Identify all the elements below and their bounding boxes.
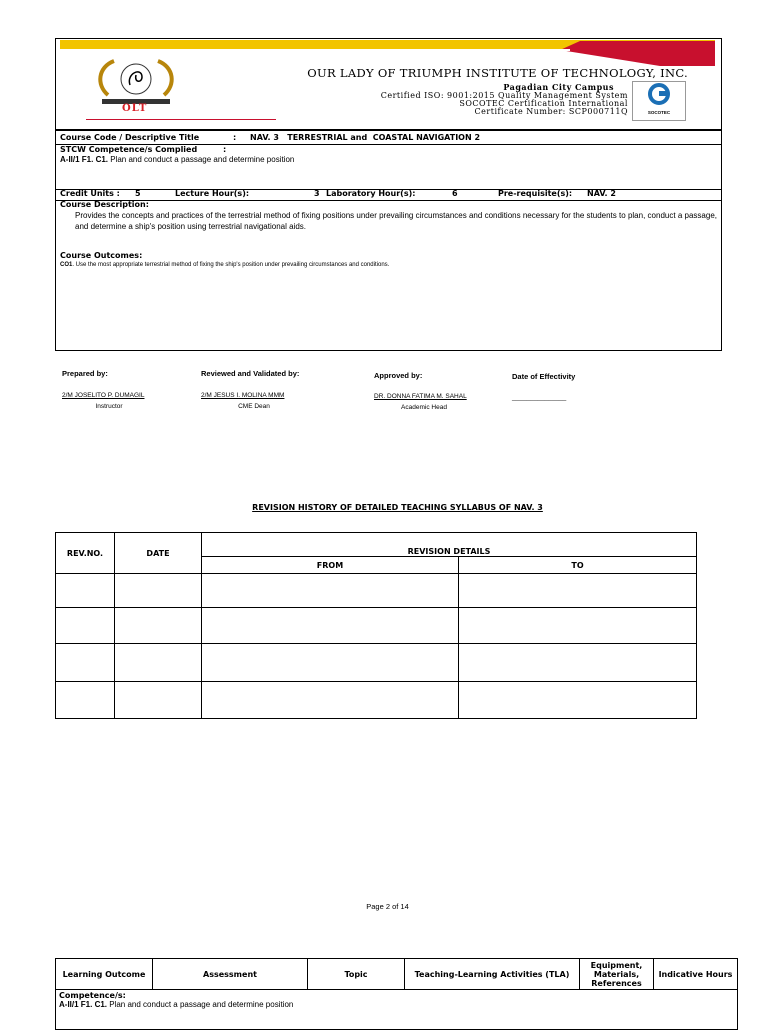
iso-line: Certified ISO: 9001:2015 Quality Management System	[380, 91, 628, 100]
table-cell	[459, 644, 697, 682]
prepared-by-label: Prepared by:	[62, 369, 108, 378]
col-from: FROM	[202, 557, 459, 574]
course-outcomes-label: Course Outcomes:	[60, 251, 143, 260]
stcw-label: STCW Competence/s Complied	[60, 145, 198, 154]
stcw-competence	[60, 155, 294, 164]
date-effectivity-line: _______________	[512, 394, 567, 401]
prepared-by-name: 2/M JOSELITO P. DUMAGIL	[62, 392, 145, 399]
stcw-code: A-II/1 F1. C1.	[60, 155, 109, 164]
table-cell	[202, 644, 459, 682]
col-revision-details: REVISION DETAILS	[202, 533, 697, 557]
course-code-value: NAV. 3 TERRESTRIAL and COASTAL NAVIGATION 2	[250, 133, 481, 142]
col-equipment: Equipment, Materials, References	[580, 959, 654, 990]
reviewed-by-label: Reviewed and Validated by:	[201, 369, 300, 378]
table-cell	[115, 682, 202, 719]
table-cell	[459, 574, 697, 608]
reviewed-by-name: 2/M JESUS I. MOLINA MMM	[201, 392, 285, 399]
prereq-value: NAV. 2	[587, 189, 616, 198]
table-cell	[56, 574, 115, 608]
table-cell	[202, 574, 459, 608]
course-code-label: Course Code / Descriptive Title	[60, 133, 200, 142]
school-logo	[86, 55, 186, 113]
reviewed-by-title: CME Dean	[238, 403, 270, 410]
competence-line	[59, 1000, 734, 1009]
competence-text: Plan and conduct a passage and determine position	[107, 1000, 294, 1009]
lab-hours-label: Laboratory Hour(s):	[326, 189, 416, 198]
lab-hours-value: 6	[452, 189, 458, 198]
approved-by-title: Academic Head	[401, 404, 447, 411]
course-description-text: Provides the concepts and practices of the terrestrial method of fixing positions under prevailing circumstances and conditions necessary for the students to plan, conduct a passage, and determine a ship's position using terrestrial navigational aids.	[75, 211, 717, 231]
table-cell	[202, 608, 459, 644]
competence-code: A-II/1 F1. C1.	[59, 1000, 108, 1009]
table-cell	[56, 644, 115, 682]
competence-label: Competence/s:	[59, 991, 126, 1000]
socotec-logo	[632, 81, 686, 121]
stcw-separator: :	[223, 145, 227, 154]
course-info-box	[55, 130, 722, 351]
logo-olt-text: OLT	[122, 103, 148, 114]
credit-units-label: Credit Units :	[60, 189, 120, 198]
col-learning-outcome: Learning Outcome	[56, 959, 153, 990]
table-row	[56, 608, 697, 644]
table-cell	[459, 608, 697, 644]
approved-by-name: DR. DONNA FATIMA M. SAHAL	[374, 393, 467, 400]
stcw-text: Plan and conduct a passage and determine position	[108, 155, 295, 164]
socotec-label: SOCOTEC	[647, 110, 671, 115]
prereq-label: Pre-requisite(s):	[498, 189, 573, 198]
col-tla: Teaching-Learning Activities (TLA)	[405, 959, 580, 990]
revision-table	[55, 532, 697, 719]
table-cell	[115, 644, 202, 682]
col-indicative-hours: Indicative Hours	[654, 959, 738, 990]
table-cell	[459, 682, 697, 719]
approved-by-label: Approved by:	[374, 371, 423, 380]
page-number: Page 2 of 14	[366, 902, 409, 911]
table-cell	[56, 682, 115, 719]
col-to: TO	[459, 557, 697, 574]
course-description-label: Course Description:	[60, 200, 149, 209]
campus-name: Pagadian City Campus	[503, 82, 614, 92]
logo-underline	[86, 119, 276, 120]
col-topic: Topic	[308, 959, 405, 990]
table-row	[56, 644, 697, 682]
lecture-hours-value: 3	[314, 189, 320, 198]
outcome-code: CO1	[60, 262, 73, 268]
row-divider	[56, 200, 721, 201]
lecture-hours-label: Lecture Hour(s):	[175, 189, 250, 198]
learning-outcome-table	[55, 958, 738, 1030]
table-header-row	[56, 959, 738, 990]
institution-name: OUR LADY OF TRIUMPH INSTITUTE OF TECHNOLOGY, INC.	[307, 66, 688, 80]
date-effectivity-label: Date of Effectivity	[512, 372, 576, 381]
table-cell	[56, 608, 115, 644]
course-code-separator: :	[233, 133, 237, 142]
cert-number: Certificate Number: SCP000711Q	[474, 107, 628, 116]
col-rev-no: REV.NO.	[56, 533, 115, 574]
prepared-by-title: Instructor	[95, 403, 123, 410]
table-cell	[115, 574, 202, 608]
col-assessment: Assessment	[153, 959, 308, 990]
col-date: DATE	[115, 533, 202, 574]
revision-history-title: REVISION HISTORY OF DETAILED TEACHING SYLLABUS OF NAV. 3	[252, 503, 543, 512]
course-outcome-1	[60, 262, 389, 268]
table-cell	[115, 608, 202, 644]
letterhead	[55, 38, 722, 130]
table-row	[56, 682, 697, 719]
table-cell	[202, 682, 459, 719]
certification-mark-icon	[633, 82, 685, 106]
cert-body: SOCOTEC Certification International	[459, 99, 628, 108]
table-row	[56, 574, 697, 608]
credit-units-value: 5	[135, 189, 141, 198]
logo-caption: TRIUMPH	[116, 95, 145, 101]
outcome-text: . Use the most appropriate terrestrial method of fixing the ship's position under prevailing circumstances and conditions.	[72, 262, 390, 268]
